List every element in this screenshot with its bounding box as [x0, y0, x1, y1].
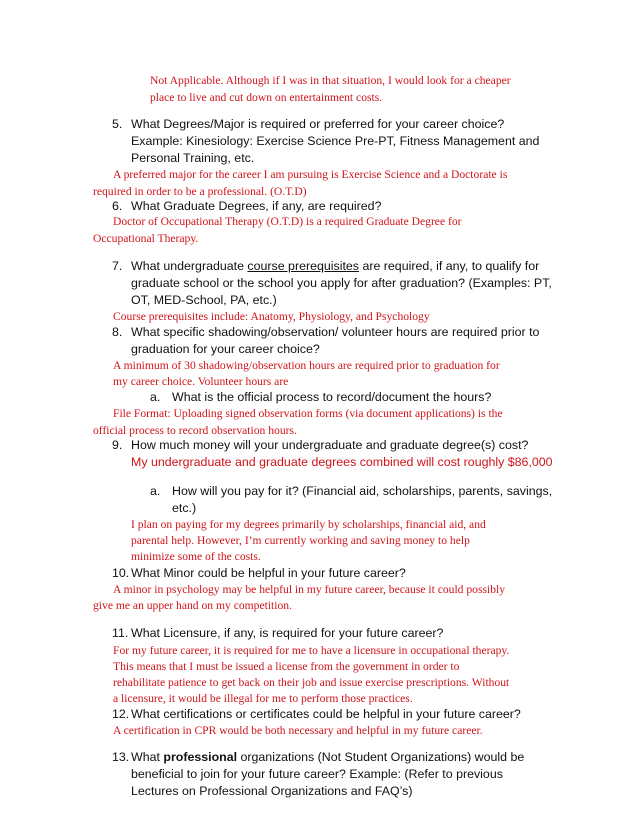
q13-question-line-1	[131, 749, 524, 766]
q5-answer-line-2: required in order to be a professional. (O.T.D)	[93, 185, 307, 198]
q9-number: 9.	[112, 438, 123, 452]
q10-answer-line-1: A minor in psychology may be helpful in my future career, because it could possibly	[113, 583, 506, 596]
q7-answer-line-1: Course prerequisites include: Anatomy, Physiology, and Psychology	[113, 310, 430, 323]
q6-number: 6.	[112, 199, 123, 213]
q9a-question-line-1: How will you pay for it? (Financial aid, scholarships, parents, savings,	[172, 484, 553, 498]
q12-question-line-1: What certifications or certificates could be helpful in your future career?	[131, 707, 521, 721]
q11-answer-line-3: rehabilitate patience to get back on their job and issue exercise prescriptions. Without	[113, 676, 510, 689]
q12-number: 12.	[112, 707, 130, 721]
q7-question-post: are required, if any, to qualify for	[359, 259, 540, 273]
q9a-question-line-2: etc.)	[172, 501, 197, 515]
q9a-answer-line-2: parental help. However, I’m currently working and saving money to help	[131, 534, 470, 547]
q13-question-line-2: beneficial to join for your future career? Example: (Refer to previous	[131, 767, 503, 781]
q13-question-line-3: Lectures on Professional Organizations and FAQ’s)	[131, 784, 413, 798]
q5-question-line-3: Personal Training, etc.	[131, 151, 255, 165]
q7-question-line-3: OT, MED-School, PA, etc.)	[131, 293, 277, 307]
q7-question-line-2: graduate school or the school you apply for after graduation? (Examples: PT,	[131, 276, 552, 290]
q5-question-line-2: Example: Kinesiology: Exercise Science Pre-PT, Fitness Management and	[131, 134, 540, 148]
q9a-answer-line-3: minimize some of the costs.	[131, 550, 261, 563]
q13-question-post: organizations (Not Student Organizations) would be	[237, 750, 525, 764]
q8a-question: What is the official process to record/document the hours?	[172, 390, 492, 404]
q10-number: 10.	[112, 566, 130, 580]
q8-answer-line-2: my career choice. Volunteer hours are	[113, 375, 289, 388]
q11-question-line-1: What Licensure, if any, is required for your future career?	[131, 626, 444, 640]
q13-question-pre: What	[131, 750, 164, 764]
q8a-label: a.	[150, 390, 161, 404]
q13-question-bold: professional	[163, 750, 238, 764]
q5-answer-line-1: A preferred major for the career I am pursuing is Exercise Science and a Doctorate is	[113, 168, 508, 181]
q9a-answer-line-1: I plan on paying for my degrees primarily by scholarships, financial aid, and	[131, 518, 486, 531]
q11-number: 11.	[112, 626, 129, 640]
q8a-answer-line-1: File Format: Uploading signed observation forms (via document applications) is the	[113, 407, 503, 420]
q11-answer-line-4: a licensure, it would be illegal for me to perform those practices.	[113, 692, 413, 705]
q5-question-line-1: What Degrees/Major is required or preferred for your career choice?	[131, 117, 505, 131]
q8a-answer-line-2: official process to record observation hours.	[93, 424, 297, 437]
q5-number: 5.	[112, 117, 123, 131]
intro-answer-line-1: Not Applicable. Although if I was in that situation, I would look for a cheaper	[150, 74, 511, 87]
q10-answer-line-2: give me an upper hand on my competition.	[93, 599, 292, 612]
q6-answer-line-1: Doctor of Occupational Therapy (O.T.D) is a required Graduate Degree for	[113, 215, 462, 228]
q7-question-line-1	[131, 258, 539, 275]
q9-answer-line-1: My undergraduate and graduate degrees combined will cost roughly $86,000	[131, 455, 553, 469]
q6-question-line-1: What Graduate Degrees, if any, are required?	[131, 199, 382, 213]
q13-number: 13.	[112, 750, 130, 764]
q7-number: 7.	[112, 259, 123, 273]
q8-question-line-2: graduation for your career choice?	[131, 342, 320, 356]
q7-question-underlined: course prerequisites	[247, 259, 359, 273]
q8-number: 8.	[112, 325, 123, 339]
intro-answer-line-2: place to live and cut down on entertainment costs.	[150, 91, 383, 104]
q10-question-line-1: What Minor could be helpful in your future career?	[131, 566, 406, 580]
q9-question-line-1: How much money will your undergraduate and graduate degree(s) cost?	[131, 438, 529, 452]
q11-answer-line-1: For my future career, it is required for me to have a licensure in occupational therapy.	[113, 644, 510, 657]
q8-answer-line-1: A minimum of 30 shadowing/observation hours are required prior to graduation for	[113, 359, 500, 372]
q8-question-line-1: What specific shadowing/observation/ volunteer hours are required prior to	[131, 325, 540, 339]
q6-answer-line-2: Occupational Therapy.	[93, 232, 199, 245]
q7-question-pre: What undergraduate	[131, 259, 248, 273]
q9a-label: a.	[150, 484, 161, 498]
q11-answer-line-2: This means that I must be issued a license from the government in order to	[113, 660, 460, 673]
q12-answer-line-1: A certification in CPR would be both necessary and helpful in my future career.	[113, 724, 483, 737]
